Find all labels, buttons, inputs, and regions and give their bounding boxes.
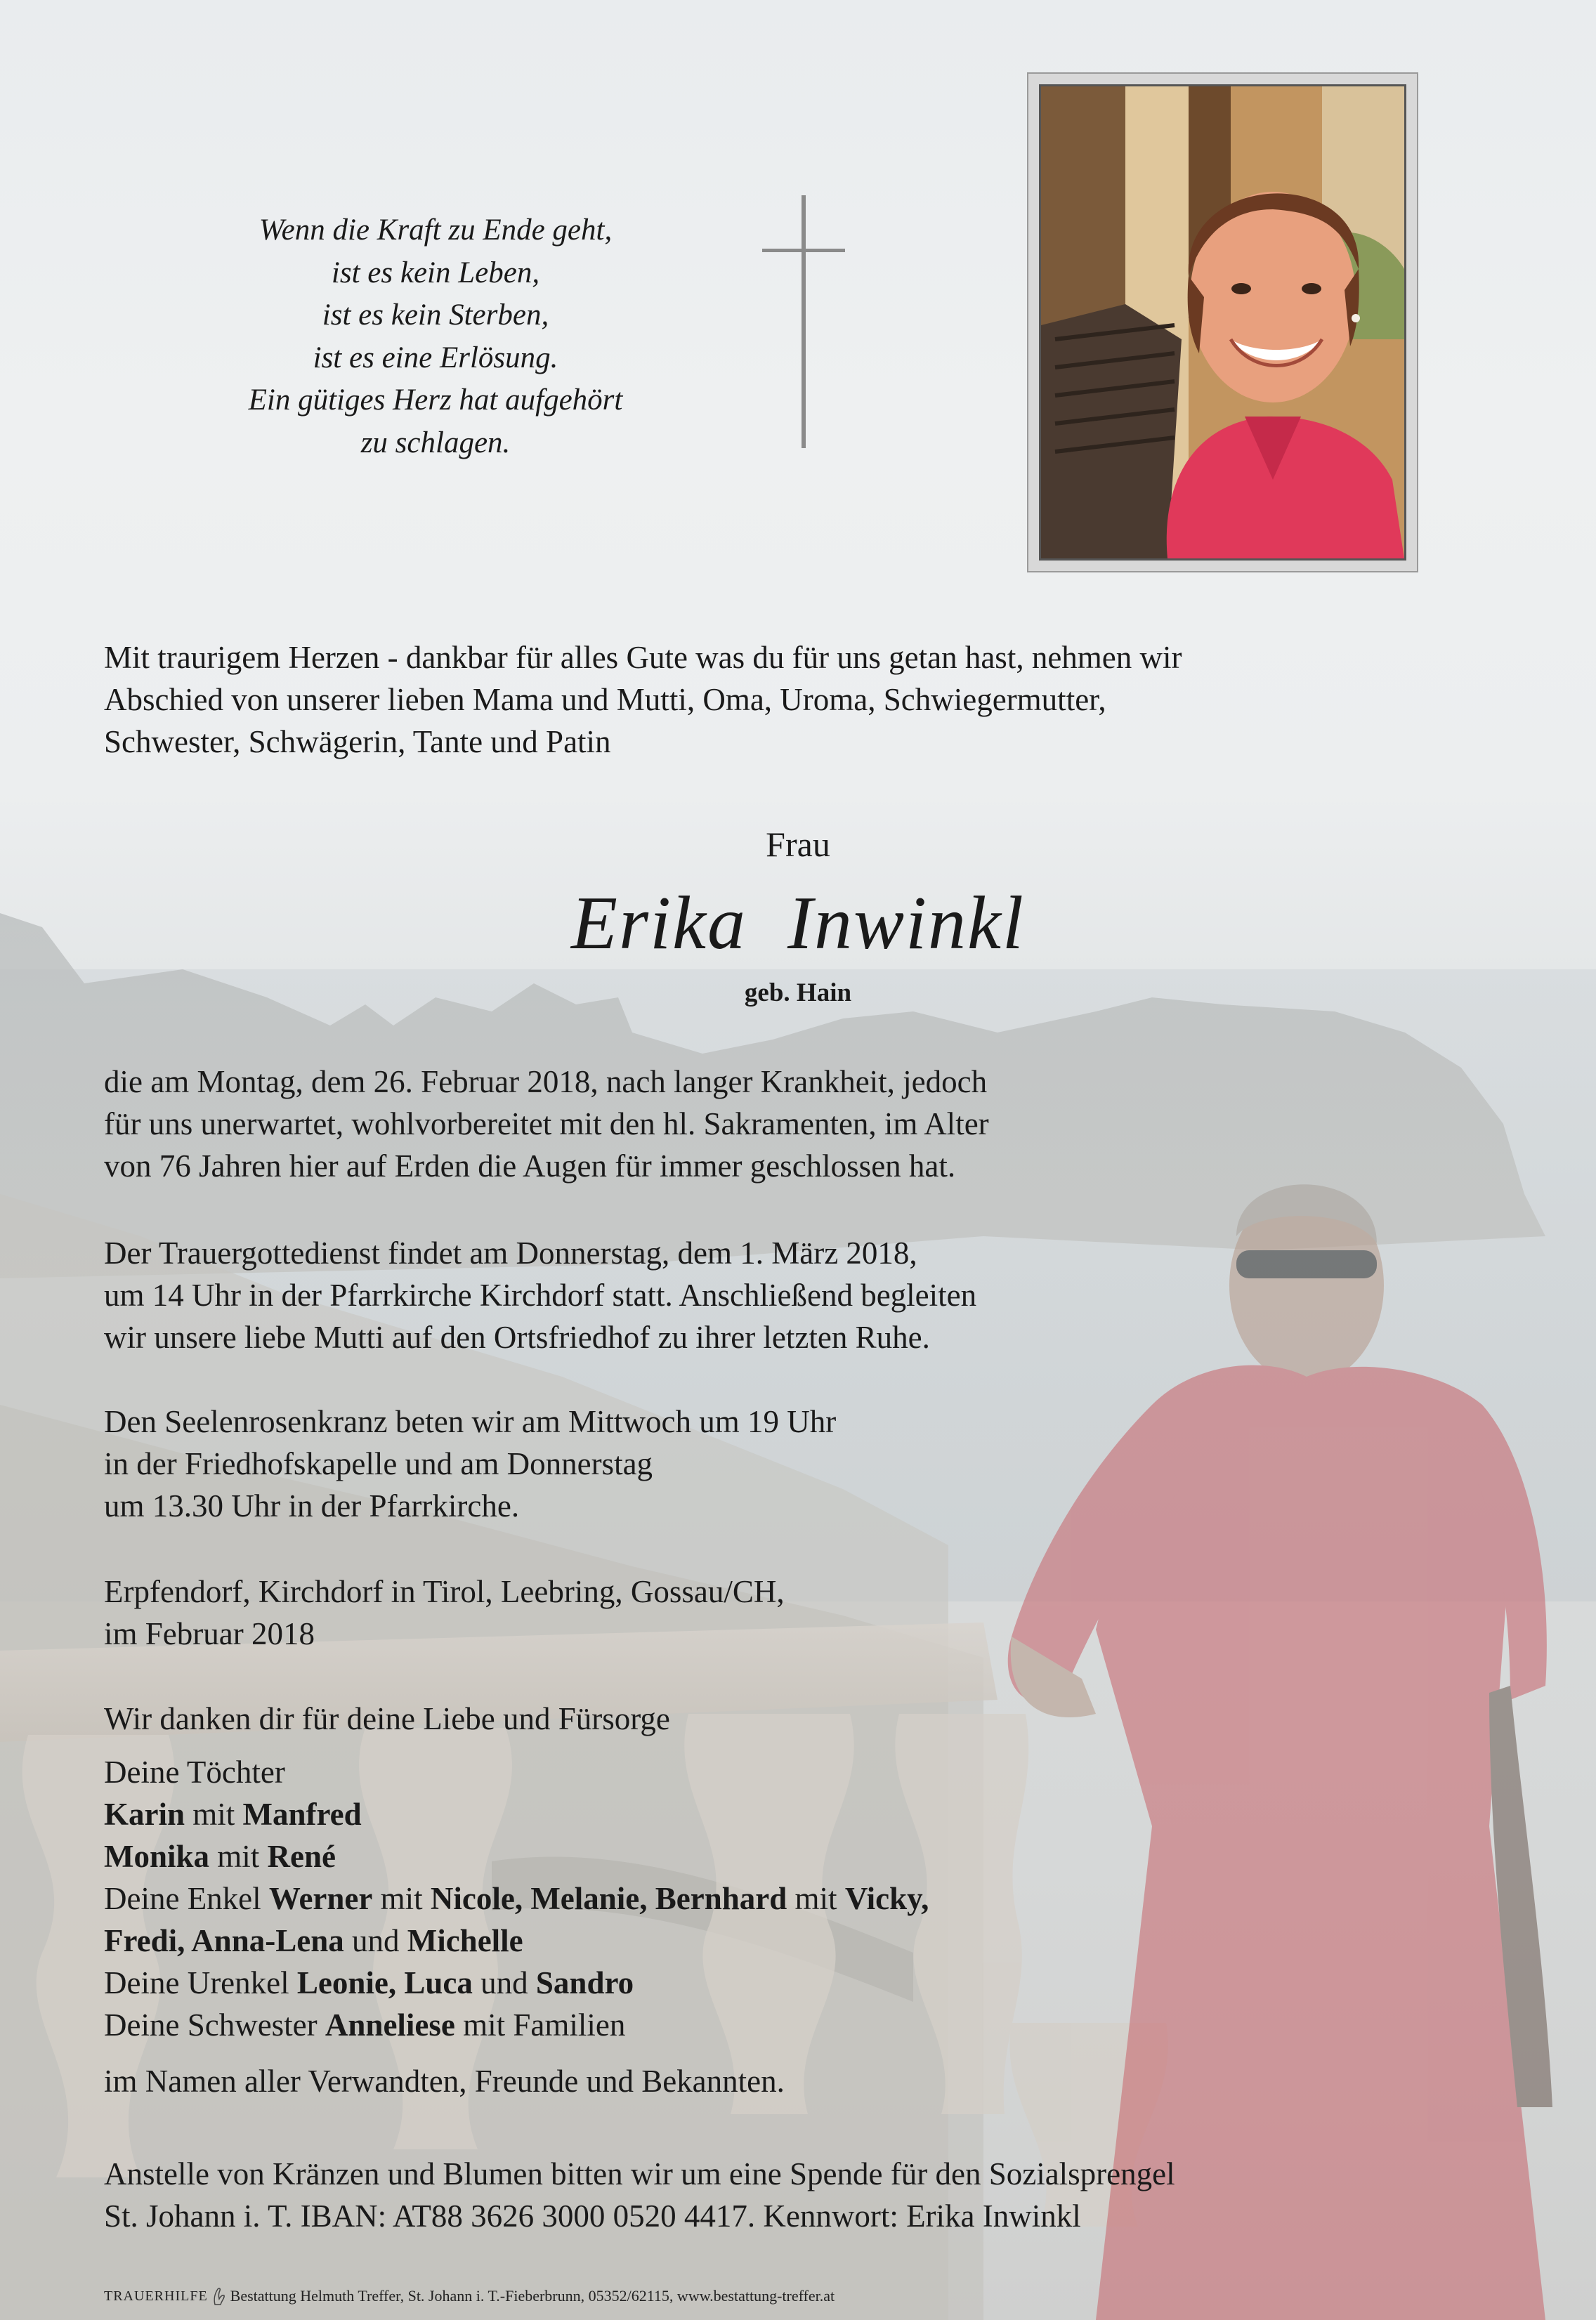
footer-text: Bestattung Helmuth Treffer, St. Johann i. T.-Fieberbrunn, 05352/62115, www.bestattung-treffer.at: [230, 2287, 835, 2305]
poem-line: Ein gütiges Herz hat aufgehört: [248, 384, 623, 417]
sister-label: Deine Schwester: [104, 2007, 325, 2043]
family-name: Leonie, Luca: [296, 1965, 473, 2000]
paragraph-line: Der Trauergottedienst findet am Donnerstag, dem 1. März 2018,: [104, 1236, 917, 1271]
cross-horizontal-bar: [762, 249, 845, 252]
family-connector: und: [472, 1965, 536, 2000]
rosary-paragraph: [104, 1401, 836, 1527]
maiden-name: geb. Hain: [744, 978, 852, 1007]
family-connector: mit: [209, 1839, 268, 1874]
family-entry: [104, 1962, 929, 2004]
date-line: im Februar 2018: [104, 1616, 315, 1651]
poem-line: zu schlagen.: [360, 426, 511, 459]
family-name: Vicky,: [844, 1881, 929, 1916]
family-name: Nicole, Melanie, Bernhard: [430, 1881, 787, 1916]
intro-line: Abschied von unserer lieben Mama und Mutti, Oma, Uroma, Schwiegermutter,: [104, 682, 1106, 717]
intro-paragraph: [104, 636, 1182, 763]
hand-logo-icon: [212, 2286, 226, 2306]
family-connector: mit: [372, 1881, 431, 1916]
paragraph-line: die am Montag, dem 26. Februar 2018, nach langer Krankheit, jedoch: [104, 1064, 988, 1099]
footer: [104, 2286, 835, 2306]
paragraph-line: für uns unerwartet, wohlvorbereitet mit den hl. Sakramenten, im Alter: [104, 1106, 989, 1141]
family-list: [104, 1751, 929, 2046]
family-name: Anneliese: [325, 2007, 455, 2043]
on-behalf-line: im Namen aller Verwandten, Freunde und Bekannten.: [104, 2064, 785, 2099]
family-entry: [104, 1835, 929, 1877]
paragraph-line: in der Friedhofskapelle und am Donnerstag: [104, 1446, 653, 1481]
portrait-photo: [1039, 84, 1406, 561]
poem-line: ist es kein Sterben,: [322, 299, 549, 332]
places-line: Erpfendorf, Kirchdorf in Tirol, Leebring, Gossau/CH,: [104, 1574, 785, 1609]
paragraph-line: wir unsere liebe Mutti auf den Ortsfriedhof zu ihrer letzten Ruhe.: [104, 1320, 930, 1355]
poem-line: ist es kein Leben,: [331, 256, 540, 289]
great-grandchildren-label: Deine Urenkel: [104, 1965, 297, 2000]
grandchildren-label: Deine Enkel: [104, 1881, 269, 1916]
intro-line: Mit traurigem Herzen - dankbar für alles Gute was du für uns getan hast, nehmen wir: [104, 640, 1182, 675]
family-name: Michelle: [407, 1923, 523, 1958]
salutation: Frau: [766, 825, 830, 864]
poem: [155, 209, 717, 464]
family-name: Fredi, Anna-Lena: [104, 1923, 344, 1958]
family-name: Manfred: [242, 1797, 362, 1832]
intro-line: Schwester, Schwägerin, Tante und Patin: [104, 724, 611, 759]
paragraph-line: um 14 Uhr in der Pfarrkirche Kirchdorf statt. Anschließend begleiten: [104, 1278, 977, 1313]
family-suffix: mit Familien: [454, 2007, 626, 2043]
places-date: [104, 1571, 785, 1655]
family-entry: [104, 1793, 929, 1835]
portrait-illustration: [1041, 86, 1404, 558]
donation-line: Anstelle von Kränzen und Blumen bitten wir um eine Spende für den Sozialsprengel: [104, 2156, 1175, 2191]
family-connector: mit: [185, 1797, 243, 1832]
family-entry: [104, 1877, 929, 1920]
family-name: Sandro: [535, 1965, 634, 2000]
paragraph-line: Den Seelenrosenkranz beten wir am Mittwoch um 19 Uhr: [104, 1404, 837, 1439]
family-name: Monika: [104, 1839, 210, 1874]
funeral-service-paragraph: [104, 1232, 976, 1358]
footer-brand: TRAUERHILFE: [104, 2288, 208, 2304]
family-name: Karin: [104, 1797, 185, 1832]
family-name: René: [267, 1839, 336, 1874]
poem-line: Wenn die Kraft zu Ende geht,: [259, 214, 613, 247]
death-notice-paragraph: [104, 1061, 989, 1187]
family-entry: [104, 1920, 929, 1962]
family-name: Werner: [268, 1881, 373, 1916]
daughters-label: Deine Töchter: [104, 1755, 285, 1790]
family-connector: und: [344, 1923, 407, 1958]
paragraph-line: von 76 Jahren hier auf Erden die Augen für immer geschlossen hat.: [104, 1148, 956, 1184]
paragraph-line: um 13.30 Uhr in der Pfarrkirche.: [104, 1488, 520, 1523]
cross-vertical-bar: [802, 195, 806, 448]
donation-line: St. Johann i. T. IBAN: AT88 3626 3000 0520 4417. Kennwort: Erika Inwinkl: [104, 2198, 1081, 2234]
thanks-line: Wir danken dir für deine Liebe und Fürsorge: [104, 1701, 670, 1736]
deceased-name: Erika Inwinkl: [571, 882, 1025, 965]
poem-line: ist es eine Erlösung.: [313, 341, 558, 374]
donation-note: [104, 2153, 1175, 2237]
family-connector: mit: [787, 1881, 845, 1916]
family-entry: [104, 2004, 929, 2046]
